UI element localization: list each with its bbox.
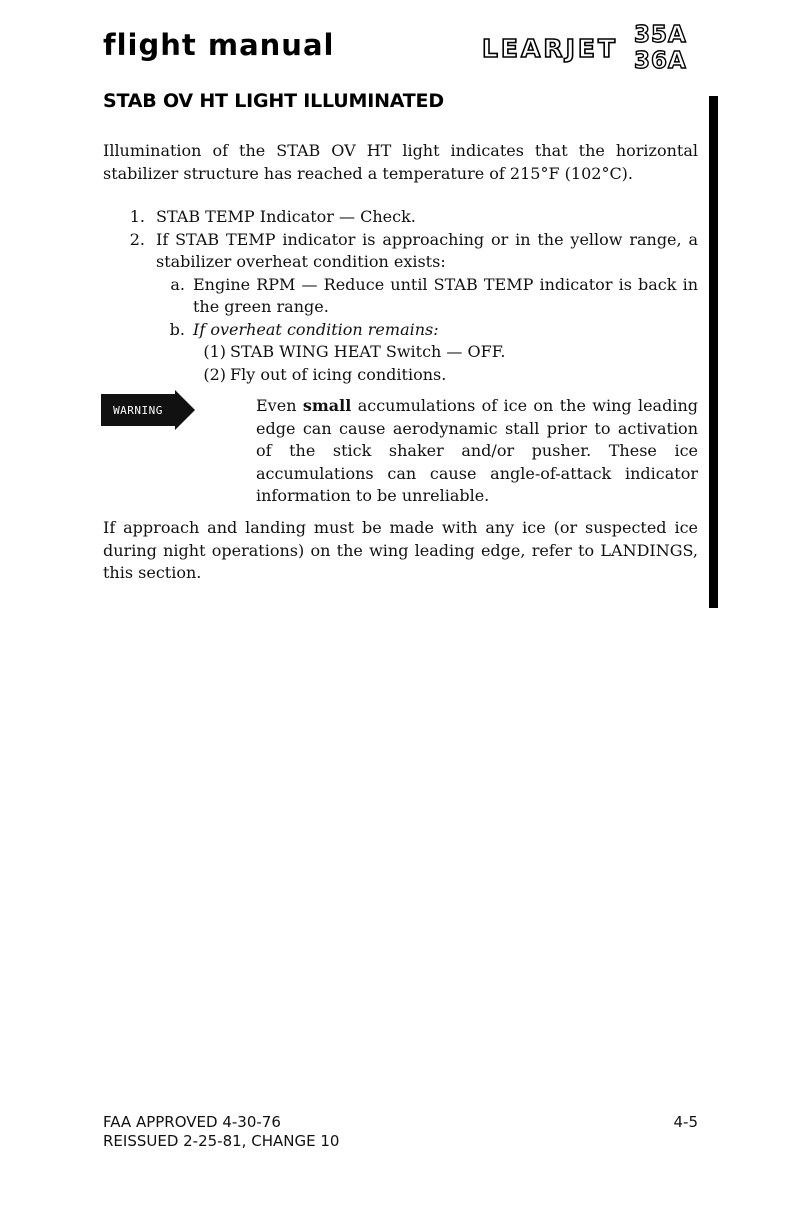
warning-label: WARNING — [101, 394, 175, 426]
substep-b — [103, 319, 698, 342]
substep-text: If overheat condition remains: — [193, 319, 439, 339]
revision-change-bar — [709, 96, 718, 608]
intro-paragraph: Illumination of the STAB OV HT light indicates that the horizontal stabilizer structure has reached a temperature of 215°F (102°C). — [103, 141, 698, 183]
subsubstep-number: (1) — [203, 342, 226, 361]
step-number: 2. — [129, 229, 145, 249]
subsubstep-text: STAB WING HEAT Switch — OFF. — [230, 342, 506, 361]
reissued-line: REISSUED 2-25-81, CHANGE 10 — [103, 1132, 340, 1150]
faa-approved-line: FAA APPROVED 4-30-76 — [103, 1113, 281, 1131]
model-36a: 36A — [634, 48, 687, 74]
subsubstep-text: Fly out of icing conditions. — [230, 364, 447, 384]
substep-text: Engine RPM — Reduce until STAB TEMP indicator is back in the green range. — [193, 274, 698, 316]
footer-approval — [103, 1113, 339, 1151]
step-1 — [103, 206, 698, 229]
substep-letter: b. — [169, 319, 185, 339]
step-number: 1. — [129, 207, 145, 226]
model-designation — [634, 22, 698, 74]
warning-text-start: Even — [256, 396, 297, 415]
step-text: STAB TEMP Indicator — Check. — [156, 207, 416, 226]
step-text: If STAB TEMP indicator is approaching or in the yellow range, a stabilizer overheat condition exists: — [156, 229, 698, 271]
page-number: 4-5 — [673, 1113, 698, 1131]
warning-emphasis: small — [302, 396, 352, 415]
model-35a: 35A — [634, 22, 687, 48]
subsubstep-2 — [103, 364, 698, 387]
warning-text — [256, 395, 698, 508]
substep-letter: a. — [170, 274, 185, 294]
warning-arrow-icon — [175, 390, 195, 430]
warning-text-end: accumulations of ice on the wing leading edge can cause aerodynamic stall prior to activation of the stick shaker and/or pusher. These ice accumulations can cause angle-of-attack indicator information to be unreliable. — [256, 396, 698, 505]
subsubstep-1 — [103, 341, 698, 364]
closing-paragraph: If approach and landing must be made with any ice (or suspected ice during night operations) on the wing leading edge, refer to LANDINGS, this section. — [103, 518, 698, 582]
substep-a — [103, 274, 698, 319]
section-title: STAB OV HT LIGHT ILLUMINATED — [103, 90, 444, 112]
brand-logo: LEARJET — [482, 34, 619, 63]
step-2 — [103, 229, 698, 274]
subsubstep-number: (2) — [203, 364, 226, 384]
manual-title: flight manual — [103, 28, 335, 62]
procedure-steps — [103, 206, 698, 386]
